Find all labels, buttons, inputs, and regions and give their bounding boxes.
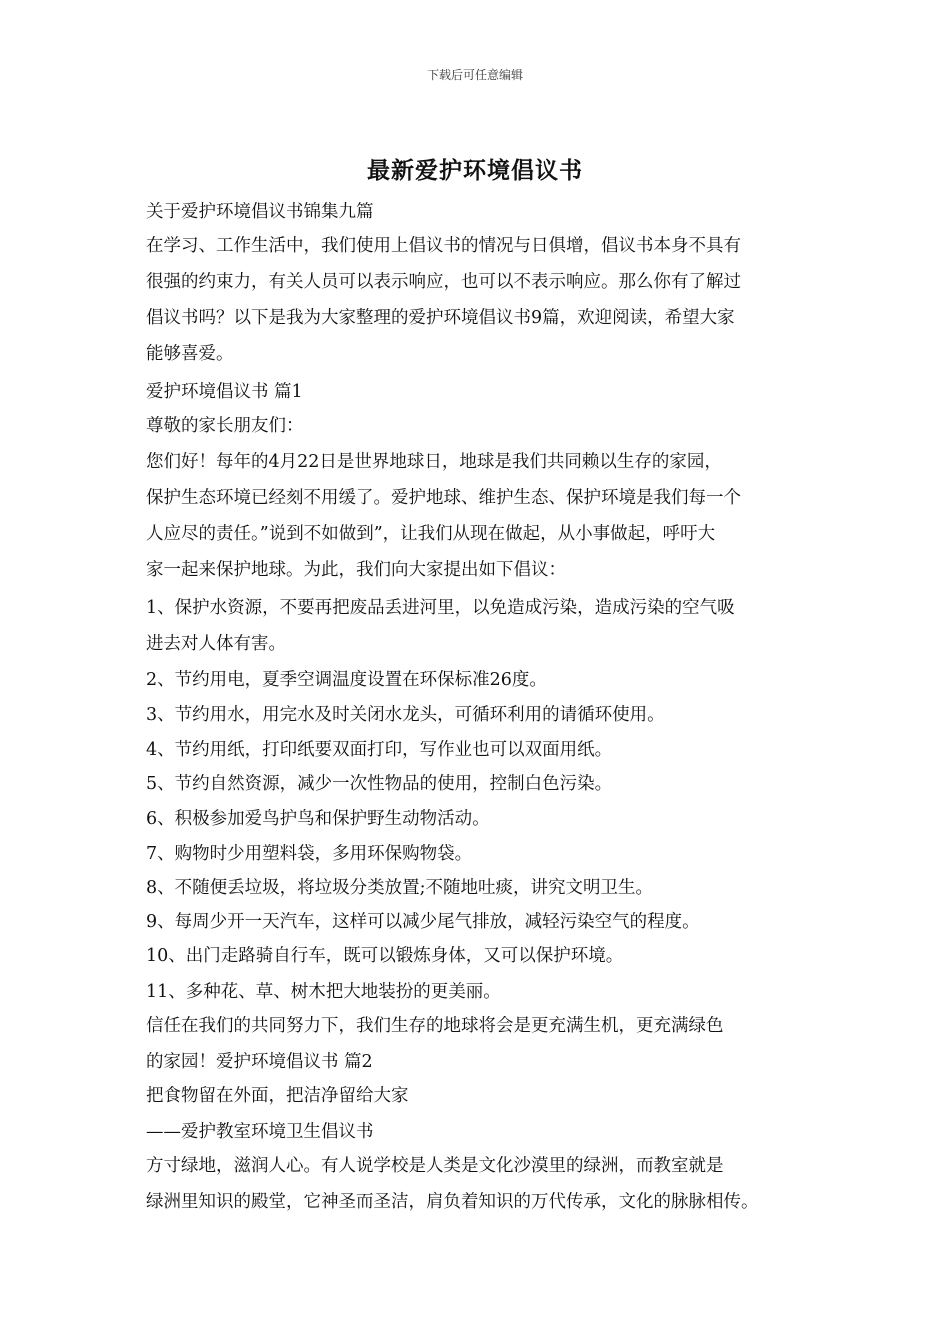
section-2-heading: 把食物留在外面，把洁净留给大家 <box>146 1086 409 1106</box>
list-item-8: 8、不随便丢垃圾，将垃圾分类放置;不随地吐痰，讲究文明卫生。 <box>146 878 654 898</box>
body-line-3: 人应尽的责任。”说到不如做到”，让我们从现在做起，从小事做起，呼吁大 <box>146 524 716 544</box>
body-line-2: 保护生态环境已经刻不用缓了。爱护地球、维护生态、保护环境是我们每一个 <box>146 488 741 508</box>
list-item-9: 9、每周少开一天汽车，这样可以减少尾气排放，减轻污染空气的程度。 <box>146 912 700 932</box>
list-item-2: 2、节约用电，夏季空调温度设置在环保标准26度。 <box>146 670 547 690</box>
intro-line-2: 很强的约束力，有关人员可以表示响应，也可以不表示响应。那么你有了解过 <box>146 272 741 292</box>
document-title: 最新爱护环境倡议书 <box>367 157 583 184</box>
intro-line-3: 倡议书吗？以下是我为大家整理的爱护环境倡议书9篇，欢迎阅读，希望大家 <box>146 308 735 328</box>
salutation: 尊敬的家长朋友们： <box>146 416 304 436</box>
closing-line-2: 的家园！爱护环境倡议书 篇2 <box>146 1052 373 1072</box>
list-item-1-cont: 进去对人体有害。 <box>146 634 286 654</box>
list-item-7: 7、购物时少用塑料袋，多用环保购物袋。 <box>146 844 473 864</box>
list-item-5: 5、节约自然资源，减少一次性物品的使用，控制白色污染。 <box>146 774 613 794</box>
list-item-11: 11、多种花、草、树木把大地装扮的更美丽。 <box>146 982 501 1002</box>
list-item-3: 3、节约用水，用完水及时关闭水龙头，可循环利用的请循环使用。 <box>146 705 665 725</box>
intro-line-1: 在学习、工作生活中，我们使用上倡议书的情况与日俱增，倡议书本身不具有 <box>146 236 741 256</box>
subtitle-line: 关于爱护环境倡议书锦集九篇 <box>146 202 374 222</box>
section-2-body-2: 绿洲里知识的殿堂，它神圣而圣洁，肩负着知识的万代传承，文化的脉脉相传。 <box>146 1192 759 1212</box>
section-2-subtitle: ——爱护教室环境卫生倡议书 <box>146 1122 374 1142</box>
list-item-10: 10、出门走路骑自行车，既可以锻炼身体，又可以保护环境。 <box>146 946 624 966</box>
list-item-1: 1、保护水资源，不要再把废品丢进河里，以免造成污染，造成污染的空气吸 <box>146 598 735 618</box>
page-header: 下载后可任意编辑 <box>426 68 523 82</box>
body-line-4: 家一起来保护地球。为此，我们向大家提出如下倡议： <box>146 560 566 580</box>
intro-line-4: 能够喜爱。 <box>146 344 234 364</box>
body-line-1: 您们好！每年的4月22日是世界地球日，地球是我们共同赖以生存的家园， <box>146 452 722 472</box>
list-item-6: 6、积极参加爱鸟护鸟和保护野生动物活动。 <box>146 809 490 829</box>
section-heading-1: 爱护环境倡议书 篇1 <box>146 382 303 402</box>
section-2-body-1: 方寸绿地，滋润人心。有人说学校是人类是文化沙漠里的绿洲，而教室就是 <box>146 1156 724 1176</box>
list-item-4: 4、节约用纸，打印纸要双面打印，写作业也可以双面用纸。 <box>146 740 613 760</box>
closing-line-1: 信任在我们的共同努力下，我们生存的地球将会是更充满生机，更充满绿色 <box>146 1016 724 1036</box>
